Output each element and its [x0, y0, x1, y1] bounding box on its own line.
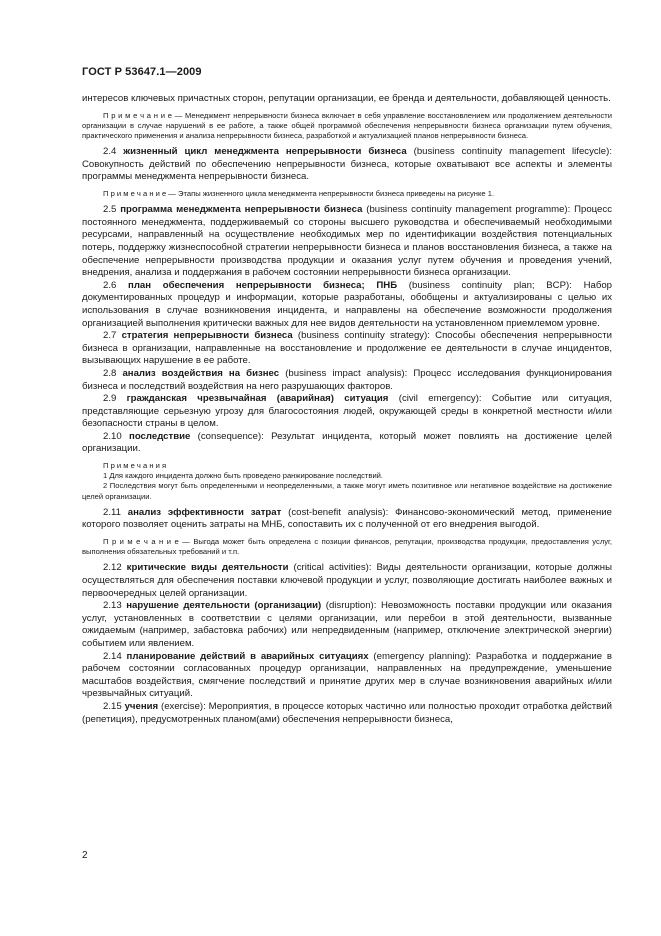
term-number: 2.10 [103, 430, 122, 442]
note-label: П р и м е ч а н и е — [103, 110, 183, 120]
term-name: анализ воздействия на бизнес [122, 367, 280, 379]
notes-heading: П р и м е ч а н и я [103, 461, 167, 471]
term-definition: (disruption): Невозможность поставки продукции или оказания услуг, установленных в соответствии с целями организации, или перебои в этой деятельности, вызванные ожидаемым (например, забастовка рабочих) или непредвиденным (например, отключение электрической энергии) событием или явлением. [82, 600, 612, 650]
term-2-9 [82, 393, 612, 431]
note-item-2: 2 Последствия могут быть определенными и неопределенными, а также могут иметь позитивное или негативное воздействие на достижение целей организации. [82, 481, 612, 501]
term-name: нарушение деятельности (организации) [126, 600, 322, 612]
term-number: 2.5 [103, 204, 117, 216]
note-label: П р и м е ч а н и е — [103, 537, 190, 547]
note-item-1: 1 Для каждого инцидента должно быть проведено ранжирование последствий. [103, 471, 384, 481]
term-number: 2.15 [103, 701, 122, 712]
term-number: 2.12 [103, 562, 122, 574]
term-number: 2.13 [103, 600, 122, 612]
term-name: план обеспечения непрерывности бизнеса; ПНБ [128, 279, 398, 291]
term-definition: (business continuity management lifecycle): Совокупность действий по обеспечению непрерывности бизнеса, которые охватывают все аспекты и элементы программы менеджмента непрерывности бизнеса. [82, 146, 612, 183]
note-text: Менеджмент непрерывности бизнеса включает в себя управление восстановлением или продолжением деятельности организации в случае нарушений в ее работе, а также общей программой обеспечения непрерывности бизнеса организации путем обучения, практического применения и анализа непрерывности бизнеса, разработкой и актуализацией планов непрерывности бизнеса. [82, 110, 612, 140]
term-name: гражданская чрезвычайная (аварийная) ситуация [126, 393, 389, 405]
term-2-12 [82, 562, 612, 600]
term-2-14 [82, 651, 612, 701]
term-definition: (business continuity plan; BCP): Набор документированных процедур и информации, которые разработаны, обобщены и актуализированы с целью их использования в случае возникновения инцидента, и направлены на обеспечение возможности продолжения организацией выполнения критически важных для нее видов деятельности на установленном приемлемом уровне. [82, 279, 612, 329]
term-definition: (business continuity management programme): Процесс постоянного менеджмента, поддерживаемый со стороны высшего руководства и обеспечиваемый необходимыми ресурсами, направленный на осуществление необходимых мер по идентификации воздействия потенциальных потерь, поддержку жизнеспособной стратегии непрерывности бизнеса и планов восстановления бизнеса, а также на обеспечение непрерывности производства продукции и оказания услуг путем обучения и проведения учений, внедрения, анализа и поддержания в рабочем состоянии непрерывности бизнеса организации. [82, 204, 612, 279]
document-header: ГОСТ Р 53647.1—2009 [82, 66, 202, 78]
term-2-6 [82, 280, 612, 330]
term-2-10 [82, 431, 612, 456]
term-2-7 [82, 330, 612, 368]
term-name: критические виды деятельности [126, 562, 289, 574]
term-definition: (emergency planning): Разработка и поддержание в рабочем состоянии согласованных процедур организации, направленных на предупреждение, уменьшение масштабов воздействия, смягчение последствий и принятие других мер в случае возникновения аварийных и/или чрезвычайных ситуаций. [82, 650, 613, 700]
note-bcm [82, 111, 612, 142]
term-number: 2.14 [103, 650, 122, 662]
page-number: 2 [82, 850, 88, 861]
note-benefit [82, 537, 612, 557]
note-label: П р и м е ч а н и е — [103, 188, 176, 198]
term-number: 2.6 [103, 279, 117, 291]
note-lifecycle [82, 189, 612, 199]
term-name: жизненный цикл менеджмента непрерывности бизнеса [123, 146, 407, 158]
term-name: программа менеджмента непрерывности бизнеса [120, 204, 363, 216]
term-definition: (exercise): Мероприятия, в процессе которых частично или полностью проходит отработка действий (репетиция), предусмотренных планом(ами) обеспечения непрерывности бизнеса, [82, 701, 612, 725]
term-2-4 [82, 146, 612, 184]
term-number: 2.11 [103, 506, 121, 518]
term-2-15 [82, 701, 612, 726]
document-body [82, 93, 612, 726]
term-definition: (cost-benefit analysis): Финансово-экономический метод, применение которого позволяет оценить затраты на МНБ, сопоставить их с полученной от его внедрения выгодой. [82, 506, 612, 531]
term-2-8 [82, 368, 612, 393]
term-name: планирование действий в аварийных ситуациях [126, 650, 369, 662]
paragraph-continuation: интересов ключевых причастных сторон, репутации организации, ее бренда и деятельности, добавляющей ценность. [82, 93, 611, 104]
note-text: Выгода может быть определена с позиции финансов, репутации, производства продукции, предоставления услуг, выполнения обязательных требований и т.п. [82, 537, 612, 557]
term-definition: (civil emergency): Событие или ситуация, представляющие серьезную угрозу для благосостояния людей, окружающей среды в конкретной местности и/или безопасности страны в целом. [82, 393, 612, 430]
term-2-11 [82, 507, 612, 532]
term-2-5 [82, 204, 612, 280]
term-number: 2.9 [103, 393, 117, 405]
term-number: 2.7 [103, 330, 117, 342]
term-number: 2.4 [103, 146, 117, 158]
term-definition: (business continuity strategy): Способы обеспечения непрерывности бизнеса в организации, направленные на восстановление и продолжение ее деятельности в случае инцидентов, вызывающих нарушение в ее работе. [82, 330, 612, 367]
term-2-13 [82, 600, 612, 650]
term-name: учения [124, 701, 159, 712]
term-definition: (consequence): Результат инцидента, который может повлиять на достижение целей организации. [82, 430, 612, 455]
term-definition: (business impact analysis): Процесс исследования функционирования бизнеса и последствий воздействия на него разрушающих факторов. [82, 367, 612, 392]
term-number: 2.8 [103, 367, 117, 379]
note-text: Этапы жизненного цикла менеджмента непрерывности бизнеса приведены на рисунке 1. [175, 188, 495, 198]
term-name: анализ эффективности затрат [127, 506, 282, 518]
term-name: последствие [129, 430, 191, 442]
term-name: стратегия непрерывности бизнеса [121, 330, 293, 342]
term-definition: (critical activities): Виды деятельности организации, которые должны осуществляться для обеспечения поставки ключевой продукции и услуг, позволяющие достигать наиболее важных и первоочередных целей организации. [82, 562, 612, 599]
